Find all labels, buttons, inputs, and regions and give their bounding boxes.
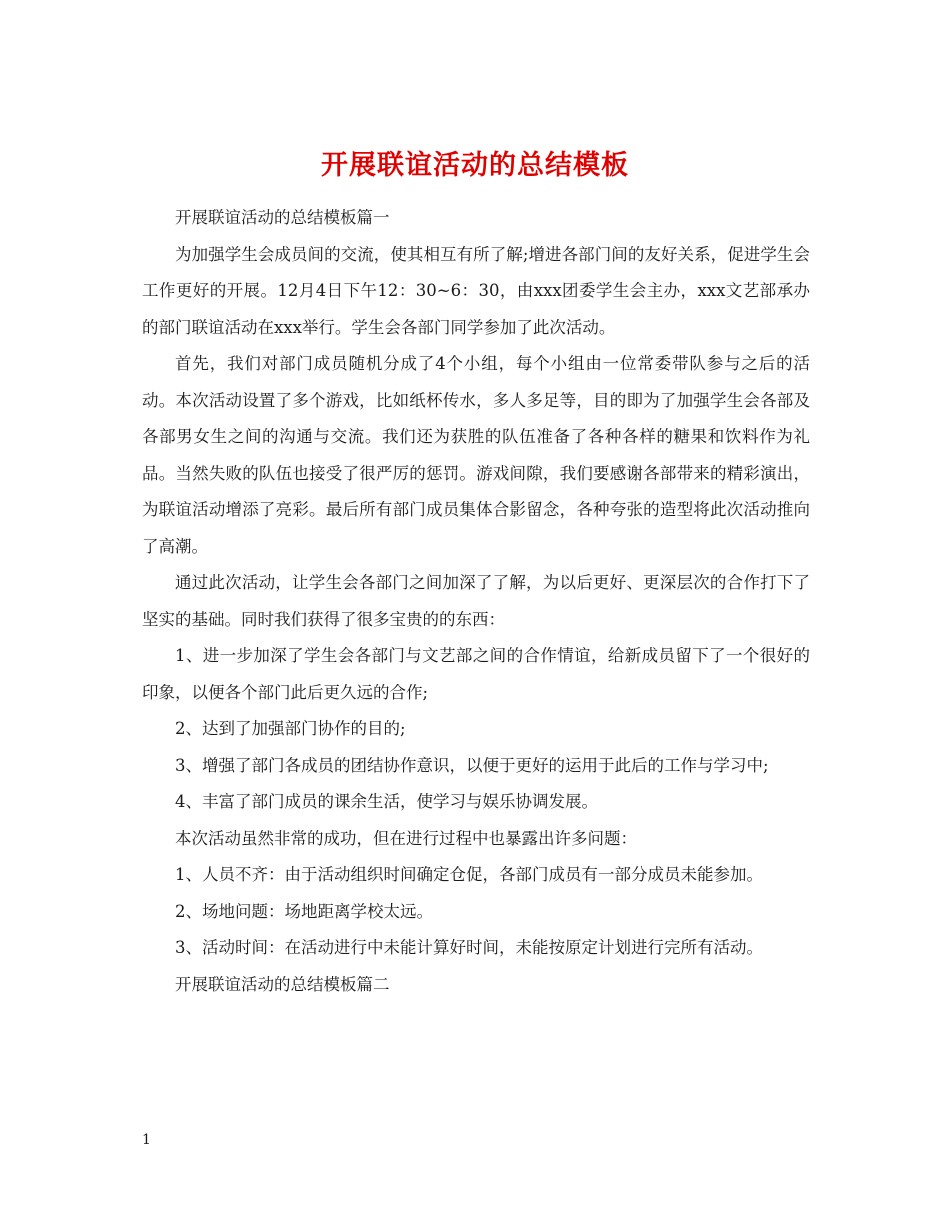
page-number: 1 xyxy=(142,1132,151,1148)
document-title: 开展联谊活动的总结模板 xyxy=(321,150,629,182)
section-heading-1: 开展联谊活动的总结模板篇一 xyxy=(175,208,390,227)
list-item-problem-2: 2、场地问题：场地距离学校太远。 xyxy=(175,901,433,921)
paragraph-gains-intro: 通过此次活动，让学生会各部门之间加深了了解，为以后更好、更深层次的合作打下了坚实的基础。同时我们获得了很多宝贵的的东西： xyxy=(142,573,810,629)
document-body xyxy=(142,200,810,1003)
paragraph-problems-intro: 本次活动虽然非常的成功，但在进行过程中也暴露出许多问题： xyxy=(175,828,637,848)
list-item-gain-1: 1、进一步加深了学生会各部门与文艺部之间的合作情谊，给新成员留下了一个很好的印象，以便各个部门此后更久远的合作; xyxy=(142,646,810,702)
paragraph-activities: 首先，我们对部门成员随机分成了4个小组，每个小组由一位常委带队参与之后的活动。本次活动设置了多个游戏，比如纸杯传水，多人多足等，目的即为了加强学生会各部及各部男女生之间的沟通与交流。我们还为获胜的队伍准备了各种各样的糖果和饮料作为礼品。当然失败的队伍也接受了很严厉的惩罚。游戏间隙，我们要感谢各部带来的精彩演出，为联谊活动增添了亮彩。最后所有部门成员集体合影留念，各种夸张的造型将此次活动推向了高潮。 xyxy=(142,354,810,556)
list-item-problem-3: 3、活动时间：在活动进行中未能计算好时间，未能按原定计划进行完所有活动。 xyxy=(175,938,763,957)
list-item-gain-3: 3、增强了部门各成员的团结协作意识，以便于更好的运用于此后的工作与学习中; xyxy=(175,755,769,775)
section-heading-2: 开展联谊活动的总结模板篇二 xyxy=(175,974,390,994)
list-item-gain-4: 4、丰富了部门成员的课余生活，使学习与娱乐协调发展。 xyxy=(175,792,598,811)
list-item-problem-1: 1、人员不齐：由于活动组织时间确定仓促，各部门成员有一部分成员未能参加。 xyxy=(175,865,763,884)
list-item-gain-2: 2、达到了加强部门协作的目的; xyxy=(175,719,406,738)
paragraph-intro: 为加强学生会成员间的交流，使其相互有所了解;增进各部门间的友好关系，促进学生会工作更好的开展。12月4日下午12：30~6：30，由xxx团委学生会主办，xxx文艺部承办的部门联谊活动在xxx举行。学生会各部门同学参加了此次活动。 xyxy=(142,244,810,337)
